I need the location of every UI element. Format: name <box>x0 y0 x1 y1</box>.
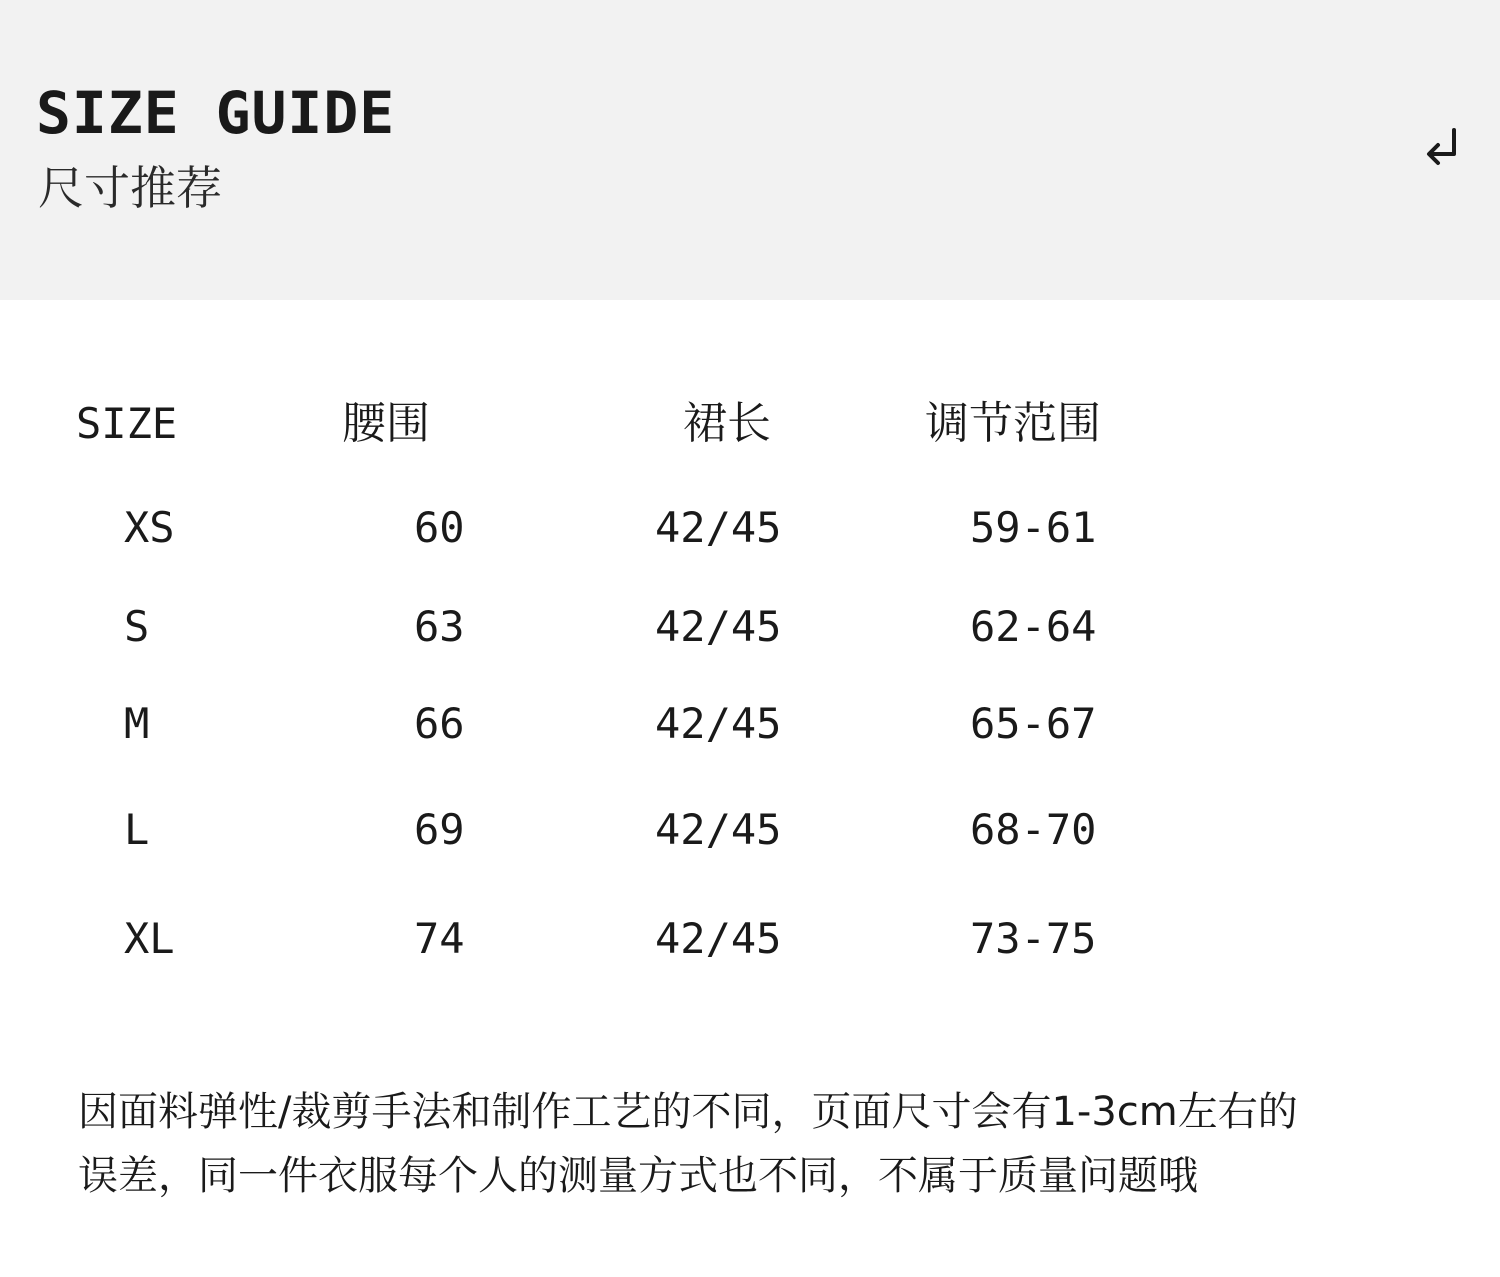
table-row-length: 42/45 <box>655 699 782 748</box>
table-row-range: 59-61 <box>970 503 1097 552</box>
note-line-2: 误差，同一件衣服每个人的测量方式也不同，不属于质量问题哦 <box>78 1153 1198 1199</box>
table-row-waist: 66 <box>414 699 465 748</box>
table-row-waist: 69 <box>414 805 465 854</box>
table-row-size: L <box>124 805 150 854</box>
page-title: SIZE GUIDE <box>36 79 396 147</box>
header-banner <box>0 0 1500 300</box>
table-row-length: 42/45 <box>655 805 782 854</box>
table-row-size: XL <box>124 914 175 963</box>
table-row-length: 42/45 <box>655 914 782 963</box>
table-row-size: S <box>124 602 150 651</box>
column-header-size: SIZE <box>76 399 178 448</box>
measurement-note <box>78 1080 1418 1208</box>
table-row-size: M <box>124 699 150 748</box>
table-row-range: 62-64 <box>970 602 1097 651</box>
table-row-waist: 60 <box>414 503 465 552</box>
column-header-length: 裙长 <box>683 398 771 449</box>
column-header-waist: 腰围 <box>342 398 430 449</box>
column-header-adjust-range: 调节范围 <box>925 398 1101 449</box>
table-row-waist: 74 <box>414 914 465 963</box>
table-row-length: 42/45 <box>655 503 782 552</box>
note-line-1: 因面料弹性/裁剪手法和制作工艺的不同，页面尺寸会有1-3cm左右的 <box>78 1089 1298 1135</box>
table-row-size: XS <box>124 503 175 552</box>
table-row-waist: 63 <box>414 602 465 651</box>
page-subtitle: 尺寸推荐 <box>38 161 222 215</box>
return-arrow-icon[interactable] <box>1422 124 1462 174</box>
table-row-range: 65-67 <box>970 699 1097 748</box>
table-row-range: 68-70 <box>970 805 1097 854</box>
table-row-range: 73-75 <box>970 914 1097 963</box>
table-row-length: 42/45 <box>655 602 782 651</box>
